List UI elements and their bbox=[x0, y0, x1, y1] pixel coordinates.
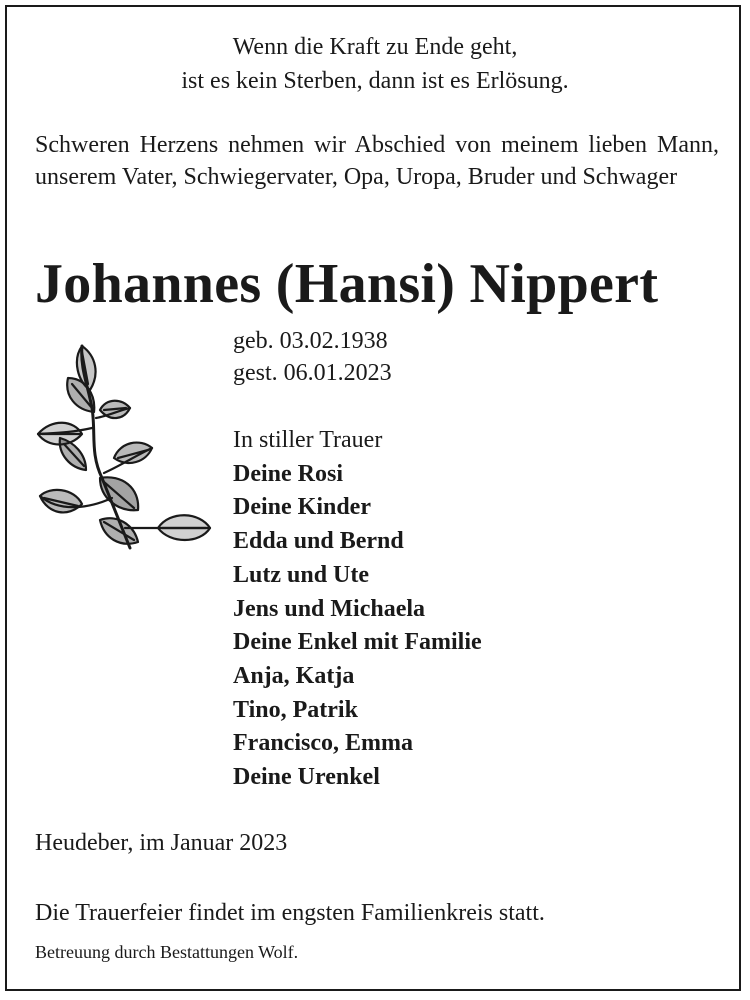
mourner-item: Tino, Patrik bbox=[233, 696, 358, 723]
undertaker-note: Betreuung durch Bestattungen Wolf. bbox=[35, 942, 299, 962]
death-date: gest. 06.01.2023 bbox=[233, 360, 392, 386]
leaf-branch-icon bbox=[30, 338, 220, 563]
mourner-item: Jens und Michaela bbox=[233, 595, 426, 622]
mourners-section bbox=[233, 424, 482, 795]
mourner-item: Deine Kinder bbox=[233, 494, 371, 521]
mourner-item: Deine Urenkel bbox=[233, 764, 380, 791]
quote-line-2: ist es kein Sterben, dann ist es Erlösung. bbox=[181, 68, 569, 94]
mourner-item: Deine Enkel mit Familie bbox=[233, 629, 482, 656]
mourner-item: Anja, Katja bbox=[233, 662, 355, 689]
quote-line-1: Wenn die Kraft zu Ende geht, bbox=[232, 34, 518, 60]
life-dates bbox=[233, 325, 392, 389]
deceased-name: Johannes (Hansi) Nippert bbox=[35, 253, 659, 315]
place-and-date: Heudeber, im Januar 2023 bbox=[35, 830, 288, 856]
mourner-item: Francisco, Emma bbox=[233, 730, 413, 757]
mourner-item: Deine Rosi bbox=[233, 460, 343, 487]
birth-date: geb. 03.02.1938 bbox=[233, 328, 388, 354]
mourner-item: Lutz und Ute bbox=[233, 561, 370, 588]
mourning-heading: In stiller Trauer bbox=[233, 427, 383, 453]
mourner-item: Edda und Bernd bbox=[233, 528, 404, 555]
ceremony-note: Die Trauerfeier findet im engsten Familienkreis statt. bbox=[35, 900, 545, 926]
memorial-quote bbox=[0, 30, 750, 98]
mourners-list bbox=[233, 458, 482, 795]
farewell-text: Schweren Herzens nehmen wir Abschied von meinem lieben Mann, unserem Vater, Schwiegervater, Opa, Uropa, Bruder und Schwager bbox=[35, 132, 719, 190]
